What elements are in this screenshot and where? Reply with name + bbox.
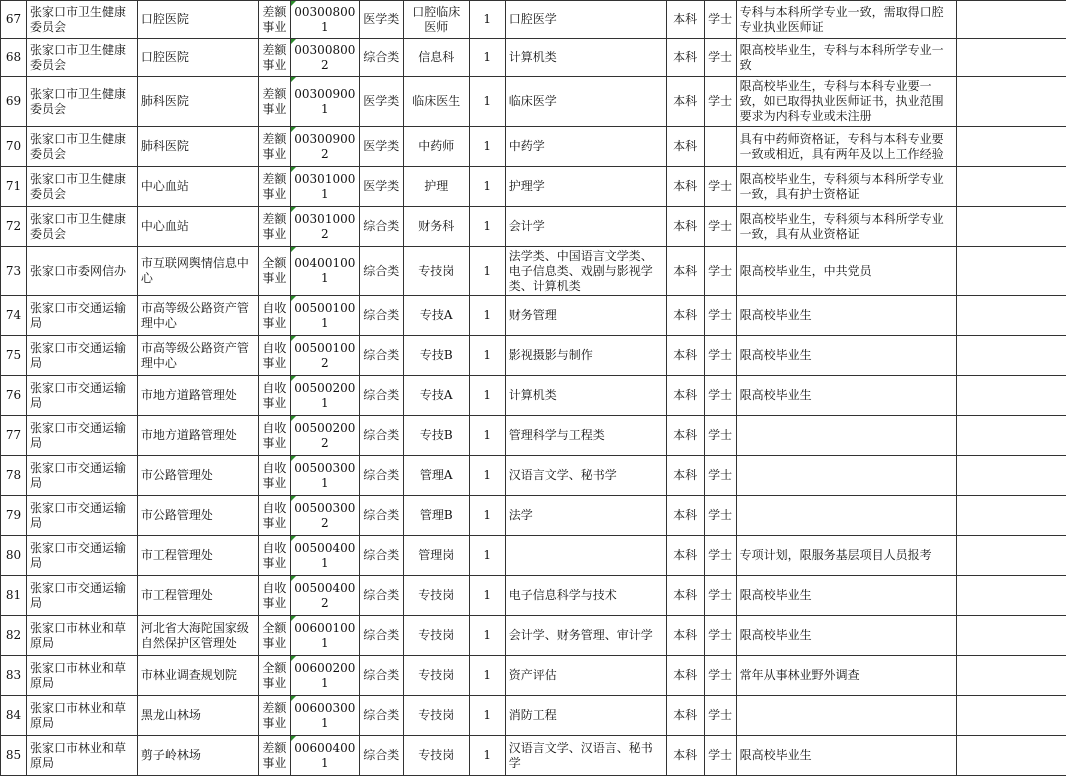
headcount-cell: 1 xyxy=(469,376,505,416)
education-cell: 本科 xyxy=(666,376,704,416)
major-cell: 管理科学与工程类 xyxy=(505,416,666,456)
unit-cell: 市工程管理处 xyxy=(137,536,258,576)
major-cell: 影视摄影与制作 xyxy=(505,336,666,376)
post-code-cell: 005002002 xyxy=(290,416,359,456)
unit-cell: 口腔医院 xyxy=(137,39,258,77)
education-cell: 本科 xyxy=(666,127,704,167)
table-row xyxy=(1,77,1066,127)
headcount-cell: 1 xyxy=(469,247,505,296)
unit-cell: 肺科医院 xyxy=(137,127,258,167)
table-row xyxy=(1,207,1066,247)
education-cell: 本科 xyxy=(666,296,704,336)
post-code-cell: 006003001 xyxy=(290,696,359,736)
post-name-cell: 专技B xyxy=(403,336,469,376)
funding-type-cell: 差额事业 xyxy=(258,167,290,207)
headcount-cell: 1 xyxy=(469,576,505,616)
department-cell: 张家口市林业和草原局 xyxy=(26,736,137,776)
seq-cell: 85 xyxy=(1,736,27,776)
post-code-cell: 003009001 xyxy=(290,77,359,127)
empty-cell xyxy=(957,456,1066,496)
table-row xyxy=(1,296,1066,336)
education-cell: 本科 xyxy=(666,77,704,127)
department-cell: 张家口市林业和草原局 xyxy=(26,656,137,696)
major-cell: 资产评估 xyxy=(505,656,666,696)
major-cell: 会计学、财务管理、审计学 xyxy=(505,616,666,656)
headcount-cell: 1 xyxy=(469,736,505,776)
degree-cell: 学士 xyxy=(704,496,736,536)
unit-cell: 市公路管理处 xyxy=(137,496,258,536)
education-cell: 本科 xyxy=(666,416,704,456)
requirements-cell: 限高校毕业生 xyxy=(736,296,957,336)
post-name-cell: 专技岗 xyxy=(403,736,469,776)
seq-cell: 81 xyxy=(1,576,27,616)
seq-cell: 76 xyxy=(1,376,27,416)
funding-type-cell: 自收事业 xyxy=(258,576,290,616)
education-cell: 本科 xyxy=(666,1,704,39)
table-row xyxy=(1,576,1066,616)
education-cell: 本科 xyxy=(666,456,704,496)
empty-cell xyxy=(957,576,1066,616)
post-name-cell: 财务科 xyxy=(403,207,469,247)
category-cell: 综合类 xyxy=(359,496,403,536)
department-cell: 张家口市交通运输局 xyxy=(26,376,137,416)
major-cell: 汉语言文学、秘书学 xyxy=(505,456,666,496)
department-cell: 张家口市卫生健康委员会 xyxy=(26,39,137,77)
category-cell: 综合类 xyxy=(359,247,403,296)
category-cell: 医学类 xyxy=(359,167,403,207)
requirements-cell: 常年从事林业野外调查 xyxy=(736,656,957,696)
category-cell: 综合类 xyxy=(359,656,403,696)
major-cell: 计算机类 xyxy=(505,39,666,77)
post-code-cell: 003008001 xyxy=(290,1,359,39)
table-row xyxy=(1,247,1066,296)
category-cell: 综合类 xyxy=(359,576,403,616)
requirements-cell: 具有中药师资格证，专科与本科专业要一致或相近，具有两年及以上工作经验 xyxy=(736,127,957,167)
education-cell: 本科 xyxy=(666,616,704,656)
table-row xyxy=(1,656,1066,696)
post-name-cell: 中药师 xyxy=(403,127,469,167)
department-cell: 张家口市交通运输局 xyxy=(26,496,137,536)
empty-cell xyxy=(957,39,1066,77)
funding-type-cell: 差额事业 xyxy=(258,1,290,39)
department-cell: 张家口市交通运输局 xyxy=(26,416,137,456)
education-cell: 本科 xyxy=(666,167,704,207)
headcount-cell: 1 xyxy=(469,207,505,247)
funding-type-cell: 差额事业 xyxy=(258,207,290,247)
post-name-cell: 护理 xyxy=(403,167,469,207)
empty-cell xyxy=(957,736,1066,776)
unit-cell: 河北省大海陀国家级自然保护区管理处 xyxy=(137,616,258,656)
requirements-cell: 限高校毕业生 xyxy=(736,576,957,616)
empty-cell xyxy=(957,696,1066,736)
major-cell: 中药学 xyxy=(505,127,666,167)
post-name-cell: 专技岗 xyxy=(403,247,469,296)
education-cell: 本科 xyxy=(666,247,704,296)
seq-cell: 83 xyxy=(1,656,27,696)
degree-cell: 学士 xyxy=(704,576,736,616)
empty-cell xyxy=(957,416,1066,456)
major-cell: 计算机类 xyxy=(505,376,666,416)
department-cell: 张家口市卫生健康委员会 xyxy=(26,77,137,127)
requirements-cell: 限高校毕业生 xyxy=(736,616,957,656)
funding-type-cell: 差额事业 xyxy=(258,736,290,776)
education-cell: 本科 xyxy=(666,576,704,616)
headcount-cell: 1 xyxy=(469,1,505,39)
education-cell: 本科 xyxy=(666,536,704,576)
degree-cell: 学士 xyxy=(704,77,736,127)
table-row xyxy=(1,39,1066,77)
unit-cell: 市互联网舆情信息中心 xyxy=(137,247,258,296)
major-cell: 汉语言文学、汉语言、秘书学 xyxy=(505,736,666,776)
headcount-cell: 1 xyxy=(469,616,505,656)
funding-type-cell: 自收事业 xyxy=(258,296,290,336)
funding-type-cell: 自收事业 xyxy=(258,496,290,536)
post-name-cell: 专技岗 xyxy=(403,656,469,696)
empty-cell xyxy=(957,616,1066,656)
seq-cell: 77 xyxy=(1,416,27,456)
post-code-cell: 006001001 xyxy=(290,616,359,656)
seq-cell: 80 xyxy=(1,536,27,576)
degree-cell: 学士 xyxy=(704,39,736,77)
major-cell: 口腔医学 xyxy=(505,1,666,39)
post-code-cell: 005003001 xyxy=(290,456,359,496)
unit-cell: 黑龙山林场 xyxy=(137,696,258,736)
department-cell: 张家口市交通运输局 xyxy=(26,336,137,376)
education-cell: 本科 xyxy=(666,696,704,736)
department-cell: 张家口市林业和草原局 xyxy=(26,616,137,656)
category-cell: 综合类 xyxy=(359,416,403,456)
requirements-cell: 限高校毕业生 xyxy=(736,736,957,776)
headcount-cell: 1 xyxy=(469,416,505,456)
seq-cell: 69 xyxy=(1,77,27,127)
headcount-cell: 1 xyxy=(469,656,505,696)
degree-cell: 学士 xyxy=(704,1,736,39)
seq-cell: 68 xyxy=(1,39,27,77)
headcount-cell: 1 xyxy=(469,536,505,576)
unit-cell: 剪子岭林场 xyxy=(137,736,258,776)
category-cell: 综合类 xyxy=(359,696,403,736)
degree-cell xyxy=(704,127,736,167)
degree-cell: 学士 xyxy=(704,336,736,376)
department-cell: 张家口市卫生健康委员会 xyxy=(26,167,137,207)
education-cell: 本科 xyxy=(666,656,704,696)
education-cell: 本科 xyxy=(666,39,704,77)
department-cell: 张家口市交通运输局 xyxy=(26,576,137,616)
empty-cell xyxy=(957,656,1066,696)
category-cell: 综合类 xyxy=(359,376,403,416)
funding-type-cell: 差额事业 xyxy=(258,39,290,77)
requirements-cell xyxy=(736,416,957,456)
department-cell: 张家口市卫生健康委员会 xyxy=(26,1,137,39)
major-cell: 消防工程 xyxy=(505,696,666,736)
unit-cell: 市地方道路管理处 xyxy=(137,376,258,416)
requirements-cell: 限高校毕业生，中共党员 xyxy=(736,247,957,296)
requirements-cell: 限高校毕业生，专科须与本科所学专业一致，具有护士资格证 xyxy=(736,167,957,207)
table-body xyxy=(1,1,1066,776)
seq-cell: 71 xyxy=(1,167,27,207)
funding-type-cell: 自收事业 xyxy=(258,376,290,416)
post-code-cell: 006002001 xyxy=(290,656,359,696)
requirements-cell: 限高校毕业生，专科须与本科所学专业一致，具有从业资格证 xyxy=(736,207,957,247)
headcount-cell: 1 xyxy=(469,39,505,77)
major-cell: 法学类、中国语言文学类、电子信息类、戏剧与影视学类、计算机类 xyxy=(505,247,666,296)
post-name-cell: 专技B xyxy=(403,416,469,456)
major-cell xyxy=(505,536,666,576)
post-name-cell: 专技A xyxy=(403,376,469,416)
headcount-cell: 1 xyxy=(469,696,505,736)
unit-cell: 口腔医院 xyxy=(137,1,258,39)
table-row xyxy=(1,736,1066,776)
requirements-cell: 专项计划，限服务基层项目人员报考 xyxy=(736,536,957,576)
category-cell: 综合类 xyxy=(359,207,403,247)
seq-cell: 67 xyxy=(1,1,27,39)
department-cell: 张家口市卫生健康委员会 xyxy=(26,207,137,247)
major-cell: 会计学 xyxy=(505,207,666,247)
major-cell: 财务管理 xyxy=(505,296,666,336)
post-name-cell: 信息科 xyxy=(403,39,469,77)
headcount-cell: 1 xyxy=(469,167,505,207)
post-code-cell: 005002001 xyxy=(290,376,359,416)
seq-cell: 70 xyxy=(1,127,27,167)
headcount-cell: 1 xyxy=(469,127,505,167)
table-row xyxy=(1,127,1066,167)
degree-cell: 学士 xyxy=(704,247,736,296)
funding-type-cell: 差额事业 xyxy=(258,77,290,127)
requirements-cell: 限高校毕业生 xyxy=(736,336,957,376)
empty-cell xyxy=(957,296,1066,336)
table-row xyxy=(1,336,1066,376)
category-cell: 综合类 xyxy=(359,336,403,376)
requirements-cell: 限高校毕业生 xyxy=(736,376,957,416)
table-row xyxy=(1,167,1066,207)
funding-type-cell: 全额事业 xyxy=(258,616,290,656)
education-cell: 本科 xyxy=(666,736,704,776)
post-code-cell: 005001001 xyxy=(290,296,359,336)
seq-cell: 84 xyxy=(1,696,27,736)
education-cell: 本科 xyxy=(666,496,704,536)
table-row xyxy=(1,696,1066,736)
degree-cell: 学士 xyxy=(704,416,736,456)
department-cell: 张家口市委网信办 xyxy=(26,247,137,296)
degree-cell: 学士 xyxy=(704,536,736,576)
post-code-cell: 003010002 xyxy=(290,207,359,247)
requirements-cell: 限高校毕业生，专科与本科所学专业一致 xyxy=(736,39,957,77)
post-code-cell: 005004002 xyxy=(290,576,359,616)
category-cell: 综合类 xyxy=(359,536,403,576)
empty-cell xyxy=(957,536,1066,576)
post-code-cell: 005001002 xyxy=(290,336,359,376)
table-row xyxy=(1,456,1066,496)
post-name-cell: 专技岗 xyxy=(403,616,469,656)
post-name-cell: 专技A xyxy=(403,296,469,336)
post-code-cell: 006004001 xyxy=(290,736,359,776)
post-code-cell: 005004001 xyxy=(290,536,359,576)
degree-cell: 学士 xyxy=(704,296,736,336)
education-cell: 本科 xyxy=(666,207,704,247)
department-cell: 张家口市交通运输局 xyxy=(26,296,137,336)
department-cell: 张家口市交通运输局 xyxy=(26,536,137,576)
funding-type-cell: 自收事业 xyxy=(258,536,290,576)
unit-cell: 市公路管理处 xyxy=(137,456,258,496)
degree-cell: 学士 xyxy=(704,456,736,496)
seq-cell: 74 xyxy=(1,296,27,336)
major-cell: 护理学 xyxy=(505,167,666,207)
post-code-cell: 003008002 xyxy=(290,39,359,77)
requirements-cell xyxy=(736,456,957,496)
category-cell: 综合类 xyxy=(359,736,403,776)
post-name-cell: 口腔临床医师 xyxy=(403,1,469,39)
unit-cell: 市地方道路管理处 xyxy=(137,416,258,456)
seq-cell: 82 xyxy=(1,616,27,656)
degree-cell: 学士 xyxy=(704,207,736,247)
post-name-cell: 管理A xyxy=(403,456,469,496)
funding-type-cell: 自收事业 xyxy=(258,416,290,456)
unit-cell: 市高等级公路资产管理中心 xyxy=(137,336,258,376)
major-cell: 法学 xyxy=(505,496,666,536)
funding-type-cell: 全额事业 xyxy=(258,656,290,696)
headcount-cell: 1 xyxy=(469,77,505,127)
empty-cell xyxy=(957,336,1066,376)
requirements-cell xyxy=(736,696,957,736)
unit-cell: 中心血站 xyxy=(137,167,258,207)
requirements-cell: 限高校毕业生，专科与本科专业要一致，如已取得执业医师证书，执业范围要求为内科专业或未注册 xyxy=(736,77,957,127)
table-row xyxy=(1,496,1066,536)
major-cell: 电子信息科学与技术 xyxy=(505,576,666,616)
empty-cell xyxy=(957,376,1066,416)
table-row xyxy=(1,616,1066,656)
headcount-cell: 1 xyxy=(469,296,505,336)
funding-type-cell: 自收事业 xyxy=(258,456,290,496)
degree-cell: 学士 xyxy=(704,696,736,736)
degree-cell: 学士 xyxy=(704,616,736,656)
seq-cell: 73 xyxy=(1,247,27,296)
education-cell: 本科 xyxy=(666,336,704,376)
category-cell: 综合类 xyxy=(359,616,403,656)
post-code-cell: 003010001 xyxy=(290,167,359,207)
post-code-cell: 003009002 xyxy=(290,127,359,167)
table-row xyxy=(1,416,1066,456)
unit-cell: 市高等级公路资产管理中心 xyxy=(137,296,258,336)
empty-cell xyxy=(957,127,1066,167)
unit-cell: 肺科医院 xyxy=(137,77,258,127)
category-cell: 综合类 xyxy=(359,296,403,336)
post-code-cell: 004001001 xyxy=(290,247,359,296)
headcount-cell: 1 xyxy=(469,496,505,536)
department-cell: 张家口市卫生健康委员会 xyxy=(26,127,137,167)
empty-cell xyxy=(957,77,1066,127)
degree-cell: 学士 xyxy=(704,376,736,416)
post-name-cell: 临床医生 xyxy=(403,77,469,127)
unit-cell: 市林业调查规划院 xyxy=(137,656,258,696)
funding-type-cell: 自收事业 xyxy=(258,336,290,376)
table-row xyxy=(1,376,1066,416)
headcount-cell: 1 xyxy=(469,336,505,376)
unit-cell: 中心血站 xyxy=(137,207,258,247)
post-name-cell: 专技岗 xyxy=(403,576,469,616)
seq-cell: 75 xyxy=(1,336,27,376)
table-row xyxy=(1,1,1066,39)
requirements-cell xyxy=(736,496,957,536)
funding-type-cell: 全额事业 xyxy=(258,247,290,296)
seq-cell: 72 xyxy=(1,207,27,247)
category-cell: 医学类 xyxy=(359,1,403,39)
headcount-cell: 1 xyxy=(469,456,505,496)
major-cell: 临床医学 xyxy=(505,77,666,127)
funding-type-cell: 差额事业 xyxy=(258,696,290,736)
empty-cell xyxy=(957,247,1066,296)
department-cell: 张家口市交通运输局 xyxy=(26,456,137,496)
empty-cell xyxy=(957,1,1066,39)
empty-cell xyxy=(957,167,1066,207)
table-row xyxy=(1,536,1066,576)
unit-cell: 市工程管理处 xyxy=(137,576,258,616)
degree-cell: 学士 xyxy=(704,167,736,207)
post-name-cell: 管理B xyxy=(403,496,469,536)
category-cell: 综合类 xyxy=(359,456,403,496)
funding-type-cell: 差额事业 xyxy=(258,127,290,167)
seq-cell: 79 xyxy=(1,496,27,536)
empty-cell xyxy=(957,496,1066,536)
department-cell: 张家口市林业和草原局 xyxy=(26,696,137,736)
degree-cell: 学士 xyxy=(704,656,736,696)
category-cell: 综合类 xyxy=(359,39,403,77)
degree-cell: 学士 xyxy=(704,736,736,776)
requirements-cell: 专科与本科所学专业一致，需取得口腔专业执业医师证 xyxy=(736,1,957,39)
category-cell: 医学类 xyxy=(359,127,403,167)
post-name-cell: 专技岗 xyxy=(403,696,469,736)
seq-cell: 78 xyxy=(1,456,27,496)
post-code-cell: 005003002 xyxy=(290,496,359,536)
post-name-cell: 管理岗 xyxy=(403,536,469,576)
empty-cell xyxy=(957,207,1066,247)
category-cell: 医学类 xyxy=(359,77,403,127)
